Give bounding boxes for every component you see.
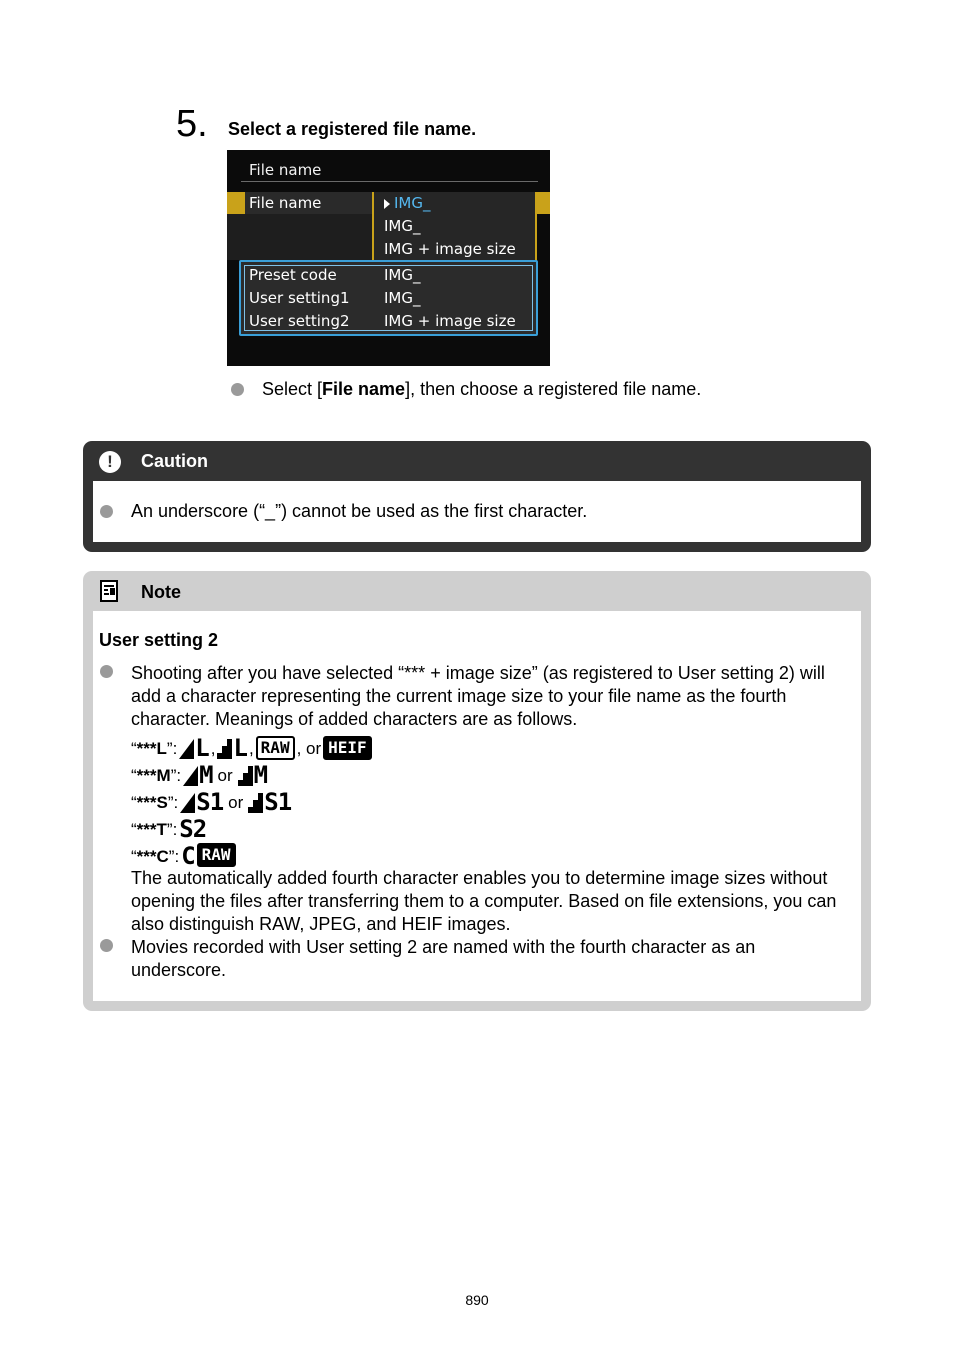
- caution-body: [93, 481, 861, 542]
- instruction-pre: Select [: [262, 379, 323, 399]
- size-example-t: “ ***T ”: S2: [131, 815, 207, 843]
- small1-normal-icon: S1: [248, 791, 291, 813]
- screen-empty-row: [227, 214, 372, 237]
- selection-arrow-icon: [384, 199, 390, 209]
- small1-fine-icon: S1: [180, 791, 223, 813]
- note-title: Note: [141, 582, 181, 602]
- dropdown-option[interactable]: IMG_: [384, 192, 431, 214]
- step-number: [176, 104, 208, 144]
- bullet-icon: [231, 383, 244, 396]
- instruction-bold: File name: [322, 379, 406, 399]
- instruction-post: ], then choose a registered file name.: [405, 379, 702, 399]
- size-example-c: “ ***C ”: C RAW: [131, 843, 240, 869]
- registered-row: User setting1 IMG_: [249, 289, 421, 307]
- heif-icon: HEIF: [323, 736, 372, 760]
- note-icon: [100, 580, 118, 602]
- caution-icon: !: [99, 451, 121, 473]
- camera-screen: [227, 150, 550, 366]
- caution-title: Caution: [141, 451, 208, 471]
- note-paragraph: The automatically added fourth character enables you to determine image sizes without opening the files after transferring them to a computer. Based on file extensions, you can also distinguish RAW, JPEG, and HEIF images.: [131, 868, 837, 934]
- screen-header: File name: [249, 161, 322, 179]
- registered-row: User setting2 IMG + image size: [249, 312, 516, 330]
- caution-box: [83, 441, 871, 552]
- screen-dropdown[interactable]: [372, 192, 537, 262]
- craw-icon: C RAW: [181, 845, 237, 867]
- dropdown-option[interactable]: IMG + image size: [384, 240, 516, 258]
- bullet-icon: [100, 939, 113, 952]
- note-body: [93, 611, 861, 1001]
- raw-icon: RAW: [256, 736, 295, 760]
- screen-header-divider: [241, 181, 538, 182]
- step-title: Select a registered file name.: [228, 119, 477, 139]
- large-fine-icon: L: [179, 737, 208, 759]
- screen-selected-label: File name: [245, 192, 377, 214]
- page-number: 890: [465, 1292, 489, 1308]
- note-paragraph: Movies recorded with User setting 2 are named with the fourth character as an underscore.: [131, 937, 756, 980]
- registered-row: Preset code IMG_: [249, 266, 421, 284]
- dropdown-option[interactable]: IMG_: [384, 217, 421, 235]
- screen-registered-list: [239, 260, 538, 336]
- small2-icon: S2: [179, 815, 207, 843]
- medium-fine-icon: M: [183, 764, 212, 786]
- size-example-m: “ ***M ”: M or M: [131, 761, 268, 789]
- bullet-icon: [100, 505, 113, 518]
- caution-item: An underscore (“_”) cannot be used as the first character.: [100, 501, 587, 522]
- bullet-icon: [100, 665, 113, 678]
- screen-empty-row: [227, 237, 372, 260]
- size-example-l: “ ***L ”: L , L , RAW , or HEIF: [131, 735, 374, 761]
- note-paragraph: Shooting after you have selected “*** + image size” (as registered to User setting 2) will add a character representing the current image size to your file name as the fourth character. Meanings of added characters are as follows.: [131, 663, 825, 729]
- instruction-line: [231, 379, 701, 400]
- large-normal-icon: L: [217, 737, 246, 759]
- size-example-s: “ ***S ”: S1 or S1: [131, 788, 292, 816]
- note-box: [83, 571, 871, 1011]
- step-number-text: 5.: [176, 103, 208, 145]
- note-subtitle: User setting 2: [99, 630, 219, 650]
- medium-normal-icon: M: [238, 764, 267, 786]
